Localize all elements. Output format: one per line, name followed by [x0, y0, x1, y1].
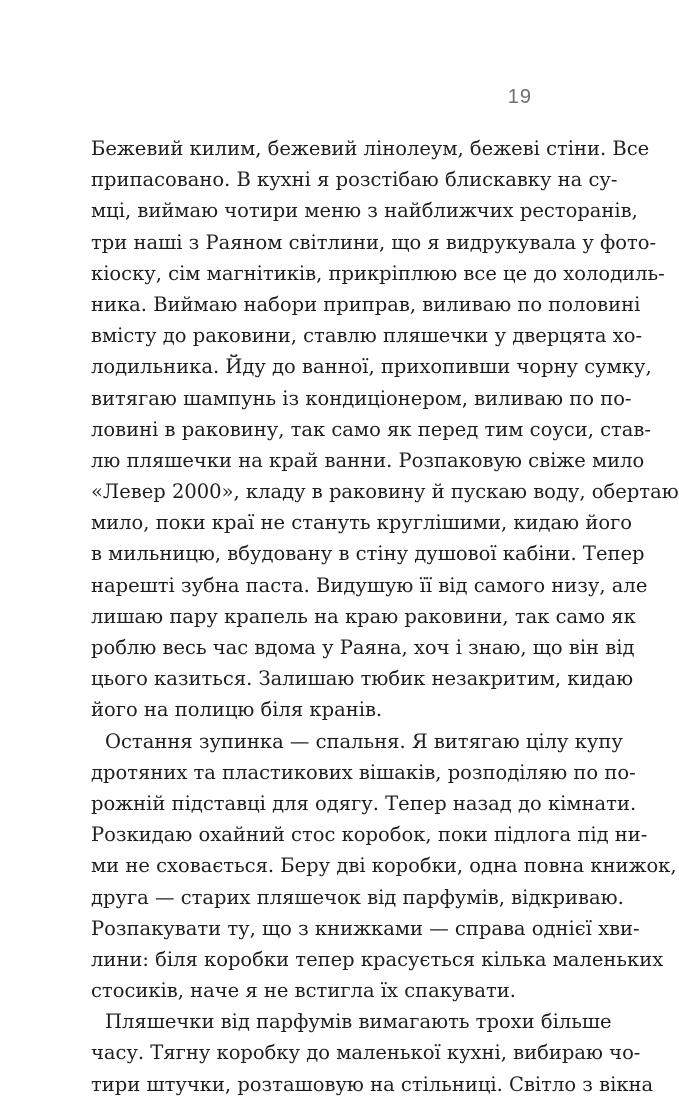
text-line: ника. Виймаю набори приправ, виливаю по половині — [91, 292, 641, 316]
text-line: Розпакувати ту, що з книжками — справа однієї хви- — [91, 916, 640, 940]
text-line: стосиків, наче я не встигла їх спакувати. — [91, 979, 516, 1003]
text-line: часу. Тягну коробку до маленької кухні, вибираю чо- — [91, 1041, 641, 1065]
text-line: Бежевий килим, бежевий лінолеум, бежеві стіни. Все — [91, 137, 650, 160]
text-line: в мильницю, вбудовану в стіну душової кабіни. Тепер — [91, 542, 645, 566]
text-line: витягаю шампунь із кондиціонером, виливаю по по- — [91, 386, 632, 410]
text-line: рожній підставці для одягу. Тепер назад до кімнати. — [91, 791, 637, 815]
text-line: мило, поки краї не стануть круглішими, кидаю його — [91, 511, 633, 535]
text-line: цього казиться. Залишаю тюбик незакритим, кидаю — [91, 667, 634, 691]
text-line: Остання зупинка — спальня. Я витягаю цілу купу — [105, 729, 623, 753]
text-line: лини: біля коробки тепер красується кілька маленьких — [91, 947, 664, 971]
text-line: його на полицю біля кранів. — [91, 698, 383, 722]
text-line: Розкидаю охайний стос коробок, поки підлога під ни- — [91, 823, 648, 847]
text-line: дротяних та пластикових вішаків, розподіляю по по- — [91, 760, 636, 784]
text-line: вмісту до раковини, ставлю пляшечки у дверцята хо- — [91, 324, 643, 348]
text-line: лишаю пару крапель на краю раковини, так само як — [91, 604, 636, 628]
text-line: лю пляшечки на край ванни. Розпаковую свіже мило — [91, 448, 645, 472]
text-line: ловині в раковину, так само як перед тим соуси, став- — [91, 417, 651, 441]
text-line: друга — старих пляшечок від парфумів, відкриваю. — [91, 885, 624, 909]
text-line: тири штучки, розташовую на стільниці. Світло з вікна — [91, 1072, 654, 1096]
paragraph — [91, 1006, 654, 1100]
text-line: лодильника. Йду до ванної, прихопивши чорну сумку, — [91, 355, 652, 379]
text-line: Пляшечки від парфумів вимагають трохи більше — [105, 1010, 612, 1034]
body-text — [91, 133, 679, 1100]
text-line: мці, виймаю чотири меню з найближчих ресторанів, — [91, 199, 638, 223]
text-line: ми не сховається. Беру дві коробки, одна повна книжок, — [91, 854, 677, 878]
text-line: кіоску, сім магнітиків, прикріплюю все це до холодиль- — [91, 261, 665, 285]
text-line: нарешті зубна паста. Видушую її від самого низу, але — [91, 573, 648, 597]
text-line: роблю весь час вдома у Раяна, хоч і знаю, що він від — [91, 636, 635, 659]
paragraph — [91, 726, 677, 1007]
paragraph — [91, 133, 679, 726]
text-line: припасовано. В кухні я розстібаю блискавку на су- — [91, 168, 618, 192]
text-line: три наші з Раяном світлини, що я видрукувала у фото- — [91, 230, 657, 254]
text-line: «Левер 2000», кладу в раковину й пускаю воду, обертаю — [91, 480, 679, 504]
page-number: 19 — [507, 86, 532, 108]
